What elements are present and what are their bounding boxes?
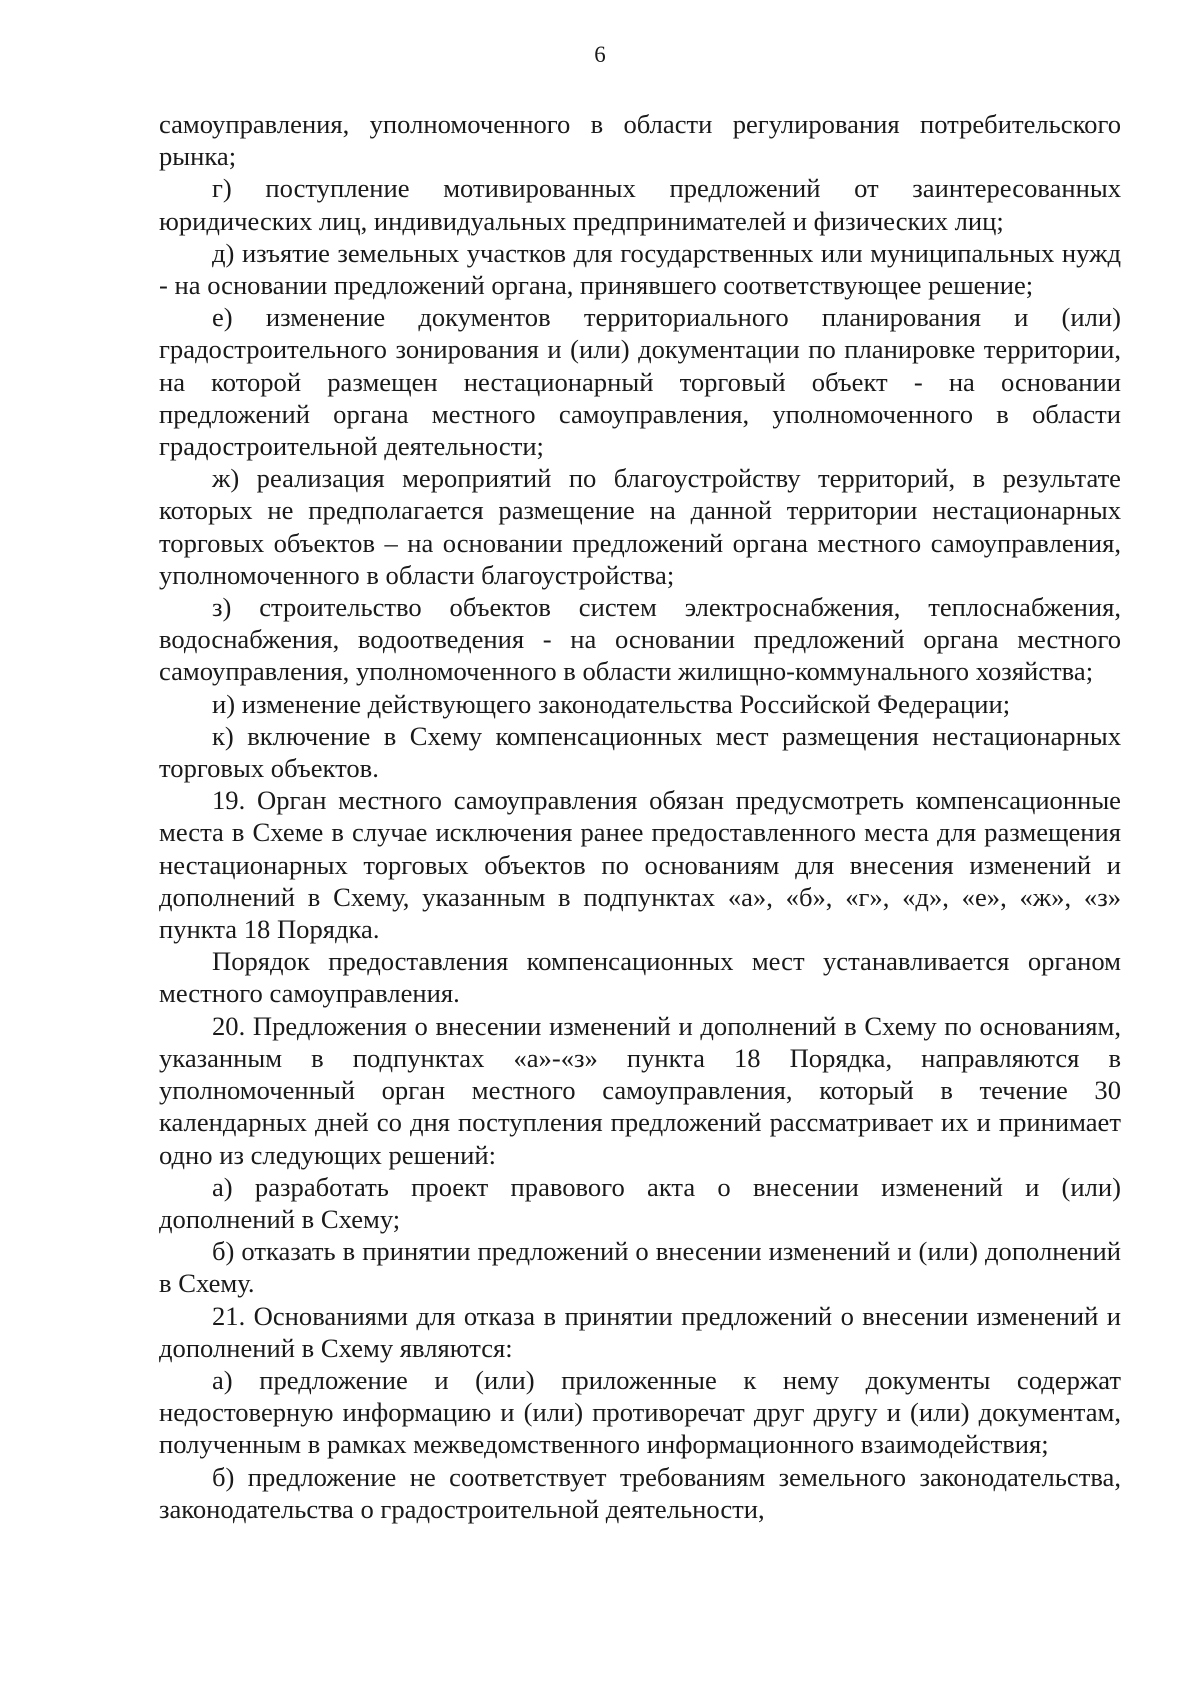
paragraph-refusal-b: б) предложение не соответствует требованиям земельного законодательства, законодательства о градостроительной деятельности, <box>159 1461 1121 1524</box>
paragraph-clause-19: 19. Орган местного самоуправления обязан предусмотреть компенсационные места в Схеме в случае исключения ранее предоставленного места для размещения нестационарных торговых объектов по основаниям для внесения изменений и дополнений в Схему, указанным в подпунктах «а», «б», «г», «д», «е», «ж», «з» пункта 18 Порядка. <box>159 785 1121 945</box>
paragraph-clause-20: 20. Предложения о внесении изменений и дополнений в Схему по основаниям, указанным в подпунктах «а»-«з» пункта 18 Порядка, направляются в уполномоченный орган местного самоуправления, который в течение 30 календарных дней со дня поступления предложений рассматривает их и принимает одно из следующих решений: <box>159 1010 1121 1170</box>
paragraph-clause-21: 21. Основаниями для отказа в принятии предложений о внесении изменений и дополнений в Схему являются: <box>159 1300 1121 1363</box>
paragraph-item-i: и) изменение действующего законодательства Российской Федерации; <box>212 688 1011 719</box>
paragraph-decision-a: а) разработать проект правового акта о внесении изменений и (или) дополнений в Схему; <box>159 1171 1121 1234</box>
document-body <box>159 108 1121 1525</box>
paragraph-item-z: з) строительство объектов систем электроснабжения, теплоснабжения, водоснабжения, водоотведения - на основании предложений органа местного самоуправления, уполномоченного в области жилищно-коммунального хозяйства; <box>159 592 1121 687</box>
paragraph-refusal-a: а) предложение и (или) приложенные к нему документы содержат недостоверную информацию и (или) противоречат друг другу и (или) документам, полученным в рамках межведомственного информационного взаимодействия; <box>159 1364 1121 1460</box>
paragraph-item-g: г) поступление мотивированных предложений от заинтересованных юридических лиц, индивидуальных предпринимателей и физических лиц; <box>159 173 1121 236</box>
paragraph-item-k: к) включение в Схему компенсационных мест размещения нестационарных торговых объектов. <box>159 720 1121 784</box>
page-number: 6 <box>594 42 606 67</box>
paragraph-item-d: д) изъятие земельных участков для государственных или муниципальных нужд - на основании предложений органа, принявшего соответствующее решение; <box>159 237 1121 301</box>
paragraph-decision-b: б) отказать в принятии предложений о внесении изменений и (или) дополнений в Схему. <box>159 1236 1121 1299</box>
paragraph-item-e: е) изменение документов территориального планирования и (или) градостроительного зонирования и (или) документации по планировке территории, на которой размещен нестационарный торговый объект - на основании предложений органа местного самоуправления, уполномоченного в области градостроительной деятельности; <box>159 302 1121 462</box>
paragraph-compensation-order: Порядок предоставления компенсационных мест устанавливается органом местного самоуправления. <box>159 946 1121 1009</box>
paragraph-item-zh: ж) реализация мероприятий по благоустройству территорий, в результате которых не предполагается размещение на данной территории нестационарных торговых объектов – на основании предложений органа местного самоуправления, уполномоченного в области благоустройства; <box>159 463 1121 590</box>
paragraph-continuation: самоуправления, уполномоченного в области регулирования потребительского рынка; <box>159 109 1121 172</box>
